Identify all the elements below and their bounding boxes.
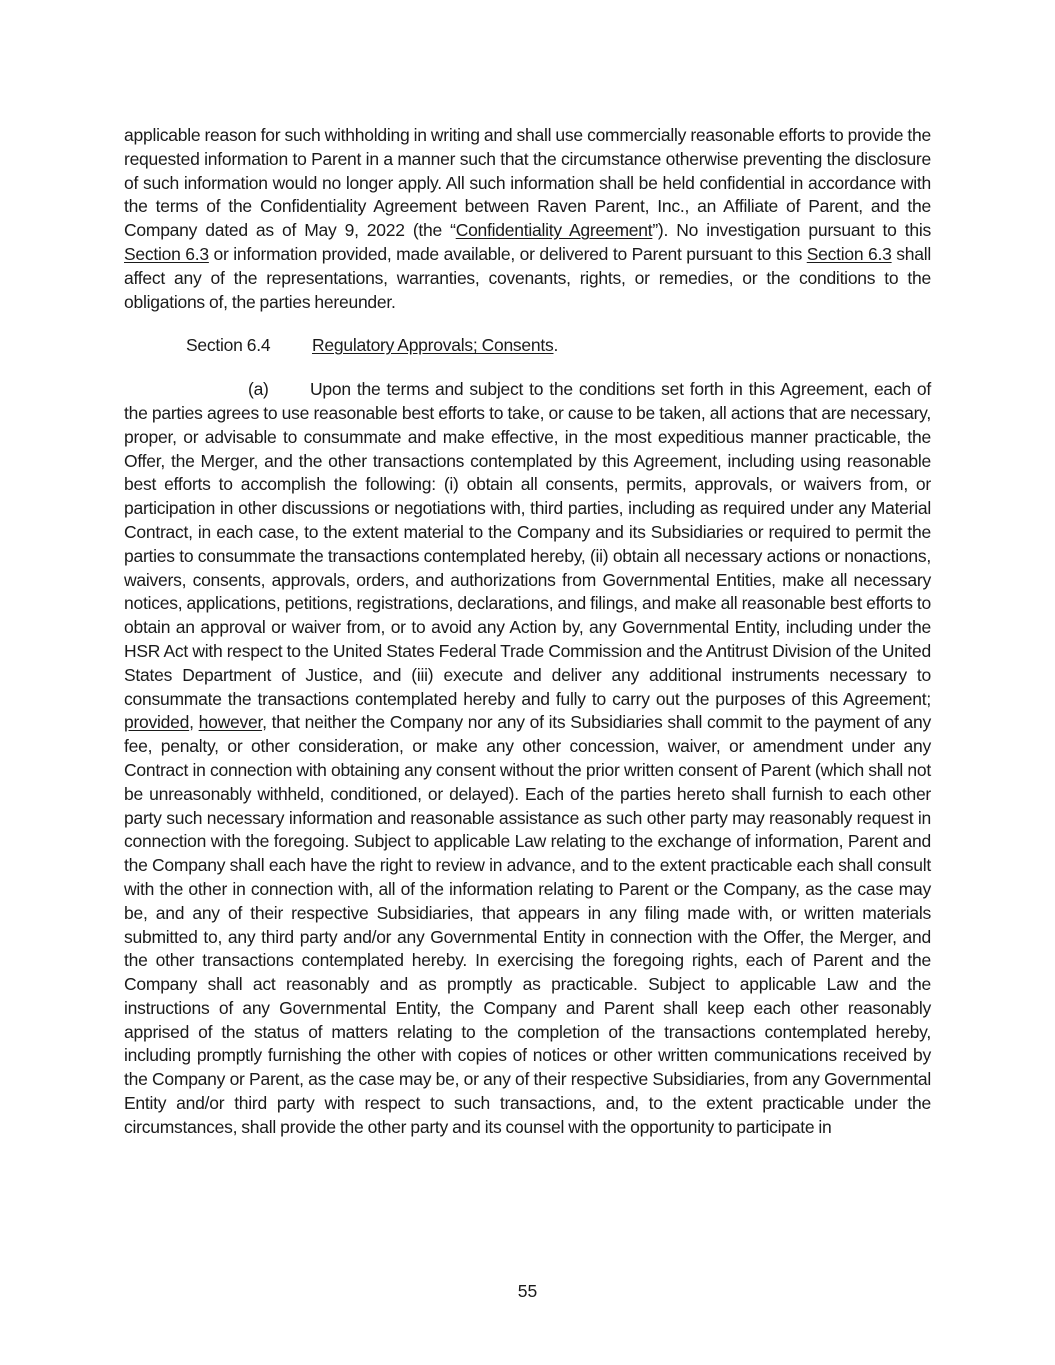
proviso-provided: provided [124,712,190,733]
subsection-label: (a) [248,379,269,400]
document-page [124,124,931,1140]
subsection-a [124,378,931,1140]
paragraph-confidentiality [124,124,931,314]
section-reference: Section 6.3 [124,243,209,264]
para1-text-4: shall affect any of the representations, warranties, covenants, rights, or remedies, or the conditions to the obligations of, the parties hereunder. [124,243,932,312]
section-title-wrap [312,334,558,358]
section-number: Section 6.4 [186,335,271,356]
section-title: Regulatory Approvals; Consents [312,335,554,356]
section-title-period: . [553,335,559,356]
para2-text-1: Upon the terms and subject to the conditions set forth in this Agreement, each of the parties agrees to use reasonable best efforts to take, or cause to be taken, all actions that are necessary, proper, or advisable to consummate and make effective, in the most expeditious manner practicable, the Offer, the Merger, and the other transactions contemplated by this Agreement, including using reasonable best efforts to accomplish the following: (i) obtain all consents, permits, approvals, or waivers from, or participation in other discussions or negotiations with, third parties, including as required under any Material Contract, in each case, to the extent material to the Company and its Subsidiaries or required to permit the parties to consummate the transactions contemplated hereby, (ii) obtain all necessary actions or nonactions, waivers, consents, approvals, orders, and authorizations from Governmental Entities, make all necessary notices, applications, petitions, registrations, declarations, and filings, and make all reasonable best efforts to obtain an approval or waiver from, or to avoid any Action by, any Governmental Entity, including under the HSR Act with respect to the United States Federal Trade Commission and the Antitrust Division of the United States Department of Justice, and (iii) execute and deliver any additional instruments necessary to consummate the transactions contemplated hereby and fully to carry out the purposes of this Agreement; [124,379,931,709]
para1-text-2: ”). No investigation pursuant to this [652,220,931,241]
para1-text-1: applicable reason for such withholding in writing and shall use commercially reasonable efforts to provide the requested information to Parent in a manner such that the circumstance otherwise preventing the disclosure of such information would no longer apply. All such information shall be held confidential in accordance with the terms of the Confidentiality Agreement between Raven Parent, Inc., an Affiliate of Parent, and the Company dated as of May 9, 2022 (the “ [124,125,931,241]
defined-term-confidentiality-agreement: Confidentiality Agreement [455,220,653,241]
para2-comma: , [189,712,199,733]
section-heading [124,334,931,358]
para1-text-3: or information provided, made available, or delivered to Parent pursuant to this [208,243,807,264]
para2-text-2: , that neither the Company nor any of its Subsidiaries shall commit to the payment of any fee, penalty, or other consideration, or make any other concession, waiver, or amendment under any Contract in connection with obtaining any consent without the prior written consent of Parent (which shall not be unreasonably withheld, conditioned, or delayed). Each of the parties hereto shall furnish to each other party such necessary information and reasonable assistance as such other party may reasonably request in connection with the foregoing. Subject to applicable Law relating to the exchange of information, Parent and the Company shall each have the right to review in advance, and to the extent practicable each shall consult with the other in connection with, all of the information relating to Parent or the Company, as the case may be, and any of their respective Subsidiaries, that appears in any filing made with, or written materials submitted to, any third party and/or any Governmental Entity in connection with the Offer, the Merger, and the other transactions contemplated hereby. In exercising the foregoing rights, each of Parent and the Company shall act reasonably and as promptly as practicable. Subject to applicable Law and the instructions of any Governmental Entity, the Company and Parent shall keep each other reasonably apprised of the status of matters relating to the completion of the transactions contemplated hereby, including promptly furnishing the other with copies of notices or other written communications received by the Company or Parent, as the case may be, or any of their respective Subsidiaries, from any Governmental Entity and/or third party with respect to such transactions, and, to the extent practicable under the circumstances, shall provide the other party and its counsel with the opportunity to participate in [124,712,931,1137]
page-number: 55 [517,1281,538,1301]
section-reference: Section 6.3 [806,243,892,264]
proviso-however: however [198,712,263,733]
